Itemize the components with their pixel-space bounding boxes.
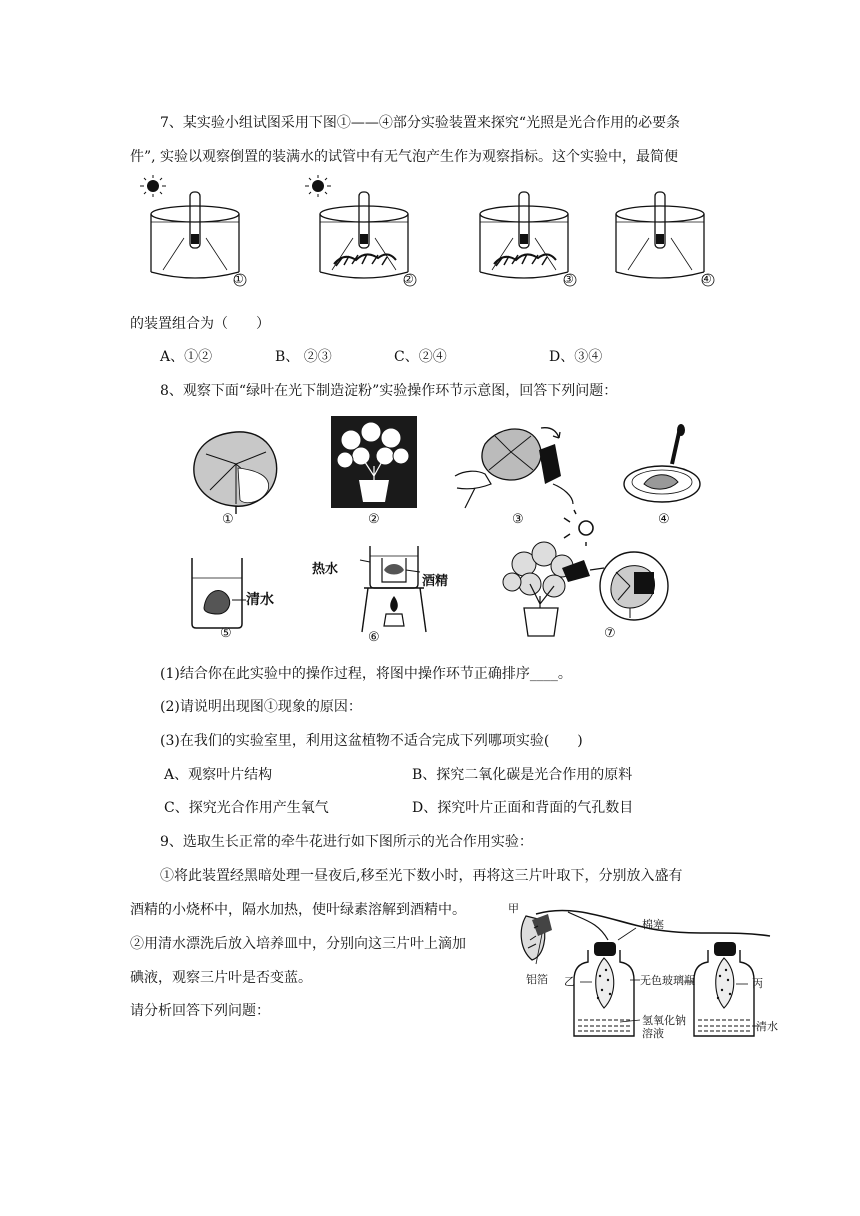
q9-intro: 9、选取生长正常的牵牛花进行如下图所示的光合作用实验： xyxy=(160,834,533,850)
q8-step-label-4: ④ xyxy=(658,512,670,527)
q9-label-jia: 甲 xyxy=(508,902,519,915)
q9-step-1-line-1: ①将此装置经黑暗处理一昼夜后,移至光下数小时，再将这三片叶取下，分别放入盛有 xyxy=(160,868,683,884)
q7-line-3: 的装置组合为（ ） xyxy=(130,316,270,332)
q9-label-yi: 乙 xyxy=(564,975,575,988)
q7-apparatus-label-1: ① xyxy=(233,272,244,286)
q7-apparatus-figure xyxy=(128,172,728,290)
q8-step-label-2: ② xyxy=(368,512,380,527)
q9-step-1-line-2: 酒精的小烧杯中，隔水加热，使叶绿素溶解到酒精中。 xyxy=(130,902,466,918)
q8-step-label-1: ① xyxy=(222,512,234,527)
q8-hot-water-label: 热水 xyxy=(312,562,339,577)
q8-option-a: A、观察叶片结构 xyxy=(164,767,273,783)
q8-step-label-5: ⑤ xyxy=(220,626,232,641)
q8-step-label-3: ③ xyxy=(512,512,524,527)
q7-option-d: D、③④ xyxy=(549,349,603,365)
q8-option-c: C、探究光合作用产生氧气 xyxy=(164,800,329,816)
q9-step-2-line-1: ②用清水漂洗后放入培养皿中，分别向这三片叶上滴加 xyxy=(130,936,466,952)
q7-apparatus-label-4: ④ xyxy=(701,272,712,286)
q8-sub-3: (3)在我们的实验室里，利用这盆植物不适合完成下列哪项实验( ) xyxy=(160,733,583,749)
q7-apparatus-label-3: ③ xyxy=(563,272,574,286)
sun-icon xyxy=(140,175,166,197)
q8-alcohol-label: 酒精 xyxy=(422,574,449,589)
q7-option-b: B、 ②③ xyxy=(275,349,332,365)
q7-option-c: C、②④ xyxy=(394,349,447,365)
q9-label-naoh-1: 氢氧化钠 xyxy=(642,1014,686,1027)
q8-step-label-7: ⑦ xyxy=(604,626,616,641)
sun-icon xyxy=(305,175,331,197)
q8-step-4-dropper-dish xyxy=(620,424,710,514)
q9-label-foil: 铝箔 xyxy=(526,973,548,986)
q7-apparatus-label-2: ② xyxy=(403,272,414,286)
q8-step-2-dark-plant xyxy=(331,416,419,510)
q8-intro: 8、观察下面“绿叶在光下制造淀粉”实验操作环节示意图，回答下列问题： xyxy=(160,383,618,399)
q9-label-bottle: 无色玻璃瓶 xyxy=(640,974,695,987)
q8-option-d: D、探究叶片正面和背面的气孔数目 xyxy=(412,800,634,816)
q8-water-label: 清水 xyxy=(246,592,274,608)
q9-step-2-line-2: 碘液，观察三片叶是否变蓝。 xyxy=(130,970,312,986)
q7-line-2: 件”, 实验以观察倒置的装满水的试管中有无气泡产生作为观察指标。这个实验中，最简便 xyxy=(130,149,679,165)
q9-label-naoh-2: 溶液 xyxy=(642,1027,664,1040)
q7-apparatus-4 xyxy=(604,172,734,290)
q8-step-1-leaf xyxy=(186,424,286,514)
q8-steps-figure xyxy=(180,414,680,646)
q8-sub-1: (1)结合你在此实验中的操作过程，将图中操作环节正确排序____。 xyxy=(160,666,572,682)
q8-option-b: B、探究二氧化碳是光合作用的原料 xyxy=(412,767,633,783)
q9-figure xyxy=(508,900,778,1045)
q9-label-cotton: 棉塞 xyxy=(642,918,664,931)
q9-analyze: 请分析回答下列问题： xyxy=(130,1003,270,1019)
q8-step-3-cover-leaf xyxy=(455,414,575,510)
q8-step-7-light-plant xyxy=(500,512,680,642)
q7-apparatus-3 xyxy=(448,172,578,290)
q8-step-label-6: ⑥ xyxy=(368,630,380,645)
q9-label-bing: 丙 xyxy=(752,977,763,990)
sun-icon xyxy=(564,510,593,546)
q7-line-1: 7、某实验小组试图采用下图①——④部分实验装置来探究“光照是光合作用的必要条 xyxy=(160,115,681,131)
q7-apparatus-2 xyxy=(288,172,418,290)
q7-option-a: A、①② xyxy=(160,349,213,365)
q8-sub-2: (2)请说明出现图①现象的原因： xyxy=(160,699,362,715)
q9-label-water: 清水 xyxy=(756,1020,778,1033)
